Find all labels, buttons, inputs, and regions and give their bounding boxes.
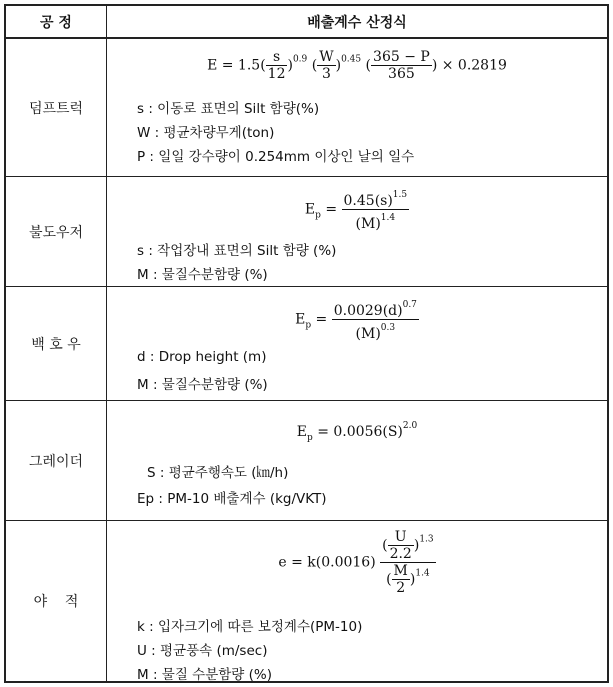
variable-definition: P : 일일 강수량이 0.254mm 이상인 날의 일수 xyxy=(137,149,415,165)
variable-definition: W : 평균차량무게(ton) xyxy=(137,125,275,141)
header-process: 공 정 xyxy=(40,14,72,31)
formula: E = 1.5( $\frac{s}{12}$ )$^{0.9}$ ( $\frac{W}{3}$ )$^{0.45}$ ( $\frac{365 - P}{365}$ ) × 0.2819 xyxy=(207,49,507,82)
formula: $E_p$ = $\frac{0.45(s)^{1.5}}{(M)^{1.4}}$ xyxy=(107,187,607,232)
variable-definition: k : 입자크기에 따른 보정계수(PM-10) xyxy=(137,619,363,635)
formula: $E_p = 0.0056(S)^{2.0}$ xyxy=(296,421,418,443)
table-row xyxy=(6,39,607,176)
variable-definition: s : 이동로 표면의 Silt 함량(%) xyxy=(137,101,320,117)
process-name: 그레이더 xyxy=(28,453,84,470)
table-row xyxy=(6,286,607,400)
variable-definition: s : 작업장내 표면의 Silt 함량 (%) xyxy=(137,243,337,259)
process-name: 백 호 우 xyxy=(31,336,81,353)
table-header-row xyxy=(6,6,607,39)
formula: e = k(0.0016) ( $\frac{U}{2.2}$ )$^{1.3}$ ( $\frac{M}{2}$ )$^{1.4}$ xyxy=(278,529,434,596)
emission-factor-table xyxy=(4,4,609,683)
variable-definition: d : Drop height (m) xyxy=(137,349,267,365)
header-formula: 배출계수 산정식 xyxy=(307,14,407,31)
variable-definition: M : 물질수분함량 (%) xyxy=(137,267,268,283)
process-name: 덤프트럭 xyxy=(28,100,84,117)
variable-definition: Ep : PM-10 배출계수 (kg/VKT) xyxy=(137,491,327,507)
process-name: 불도우저 xyxy=(28,224,84,241)
process-name: 야 적 xyxy=(33,594,79,610)
variable-definition: M : 물질수분함량 (%) xyxy=(137,377,268,393)
variable-definition: M : 물질 수분함량 (%) xyxy=(137,667,272,683)
variable-definition: S : 평균주행속도 (㎞/h) xyxy=(147,465,289,481)
formula: $E_p$ = $\frac{0.0029(d)^{0.7}}{(M)^{0.3}}$ xyxy=(107,297,607,342)
table-row xyxy=(6,520,607,681)
table-row xyxy=(6,176,607,286)
variable-definition: U : 평균풍속 (m/sec) xyxy=(137,643,268,659)
table-row xyxy=(6,400,607,520)
